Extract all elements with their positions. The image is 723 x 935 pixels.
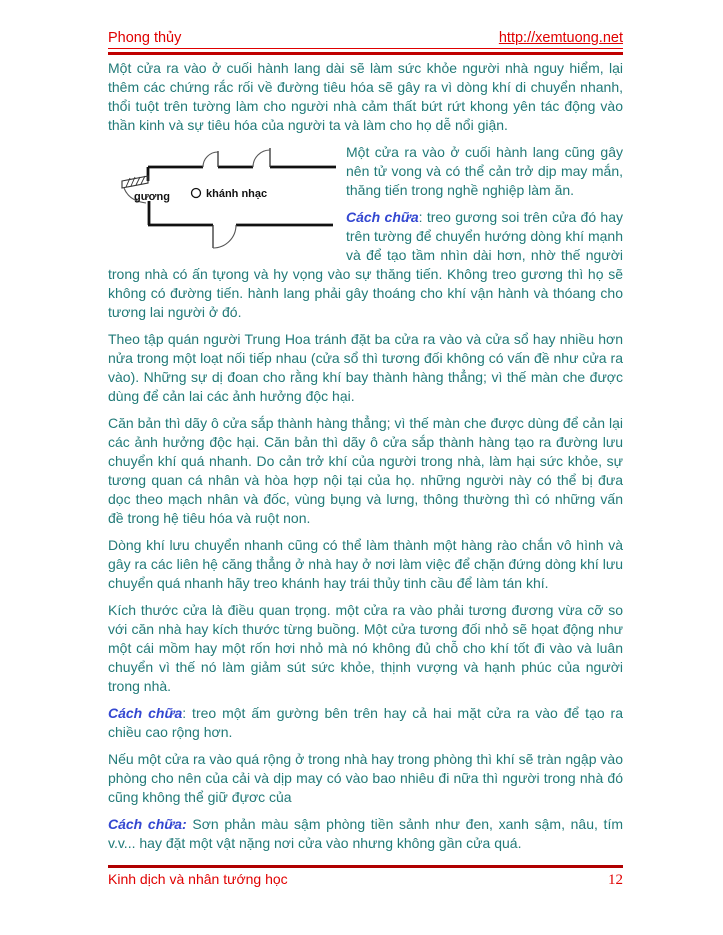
hallway-floorplan-drawing <box>108 145 340 250</box>
door-swing-arc <box>253 150 270 167</box>
label-mirror: gương <box>134 191 170 203</box>
label-chime: khánh nhạc <box>206 188 268 200</box>
door-swing-arc <box>203 152 218 167</box>
paragraph-8-text: : treo một ấm gường bên trên hay cả hai mặt cửa ra vào để tạo ra chiều cao rộng hơn. <box>108 705 623 740</box>
page-header <box>108 30 623 46</box>
page-number: 12 <box>608 872 623 888</box>
paragraph-9: Nếu một cửa ra vào quá rộng ở trong nhà hay trong phòng thì khí sẽ tràn ngập vào phòng cho nên của cải và dịp may có vào bao nhiêu đi nữa thì người trong nhà đó cũng không thể giữ đựơc của <box>108 751 623 805</box>
paragraph-5: Căn bản thì dãy ô cửa sắp thành hàng thẳng; vì thế màn che được dùng để cản lại các ảnh hưởng độc hại. Căn bản thì dãy ô cửa sắp thành hàng tạo ra đường lưu chuyển khí quá nhanh. Do cản trở khí của người trong nhà, làm hại sức khỏe, sự tương quan cá nhân và hòa hợp nội tại của họ. những người này có thể bị đưa dọc theo mạch nhân và đốc, vùng bụng và lưng, thông thường thì có những vấn đề trong hệ tiêu hóa và ruột non. <box>108 415 623 526</box>
header-url-link[interactable]: http://xemtuong.net <box>498 30 623 46</box>
chime-circle-icon <box>192 189 201 198</box>
hallway-diagram <box>108 145 340 250</box>
paragraph-1: Một cửa ra vào ở cuối hành lang dài sẽ làm sức khỏe người nhà nguy hiểm, lại thêm các chứng rắc rối về đường tiêu hóa sẽ gây ra vì dòng khí di chuyển nhanh, thổi tuột trên tường làm cho người nhà cảm thất bứt rứt khong yên tác động vào thần kinh và sự tiêu hóa của người ta và làm cho họ dễ nổi giận. <box>108 60 623 133</box>
paragraph-8 <box>108 704 623 742</box>
door-swing-arc <box>213 225 236 248</box>
paragraph-6: Dòng khí lưu chuyển nhanh cũng có thể làm thành một hàng rào chắn vô hình và gây ra các liên hệ căng thẳng ở nhà hay ở nơi làm việc để chặn đứng dòng khí lưu chuyển quá nhanh hãy treo khánh hay trái thủy tinh cầu để làm tán khí. <box>108 537 623 591</box>
figure-section <box>108 143 623 330</box>
footer-title: Kinh dịch và nhân tướng học <box>108 871 288 887</box>
paragraph-10-text: Sơn phản màu sậm phòng tiền sảnh như đen, xanh sậm, nâu, tím v.v... hay đặt một vật nặng nơi cửa vào nhưng không gần cửa quá. <box>108 816 623 851</box>
paragraph-2: Một cửa ra vào ở cuối hành lang cũng gây nên tử vong và có thể cản trở dịp may mắn, thăng tiến trong nghề nghiệp làm ăn. <box>346 144 623 198</box>
cach-chua-lead: Cách chữa: <box>108 816 187 832</box>
cach-chua-lead: Cách chữa <box>108 705 183 721</box>
header-title: Phong thủy <box>108 30 182 46</box>
paragraph-10 <box>108 815 623 853</box>
header-rule <box>108 48 623 55</box>
paragraph-7: Kích thước cửa là điều quan trọng. một cửa ra vào phải tương đương vừa cỡ so với căn nhà hay kích thước từng buồng. Một cửa tương đối nhỏ sẽ họat động như một cái mồm hay một rốn hơi nhỏ mà nó không đủ chỗ cho khí tốt đi vào và luân chuyển vì thế nó làm giảm sút sức khỏe, thịnh vượng và hạnh phúc của người trong nhà. <box>108 602 623 694</box>
paragraph-3-text: : treo gương soi trên cửa đó hay trên tường để chuyển hướng dòng khí mạnh và để tạo tầm nhìn dài hơn, nhờ thế người trong nhà có ấn tựong và hy vọng vào sự thăng tiến. Không treo gương thì họ sẽ không có đường tiến. hành lang phải gây thoáng cho khí vận hành và thóang cho tương lai người ở đó. <box>108 209 623 320</box>
cach-chua-lead: Cách chữa <box>346 209 419 225</box>
paragraph-4: Theo tập quán người Trung Hoa tránh đặt ba cửa ra vào và cửa sổ hay nhiều hơn nửa trong một loạt nối tiếp nhau (cửa sổ thì tương đối không có vấn đề như cửa ra vào). Những sự dị đoan cho rằng khí bay thành hàng thẳng; vì thế màn che được dùng để cản lai các ảnh hưởng độc hại. <box>108 331 623 404</box>
page-footer <box>108 868 623 889</box>
